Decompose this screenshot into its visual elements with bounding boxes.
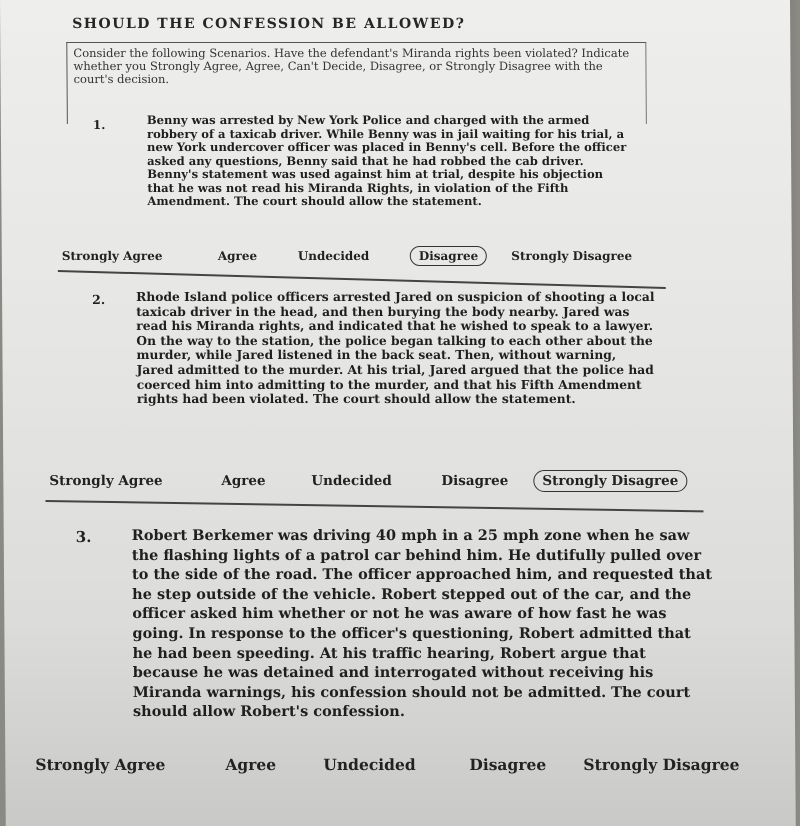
answer-row bbox=[49, 470, 687, 492]
option-disagree-circled[interactable]: Disagree bbox=[410, 246, 488, 266]
option-strongly-disagree[interactable]: Strongly Disagree bbox=[583, 755, 740, 774]
option-strongly-disagree-circled[interactable]: Strongly Disagree bbox=[533, 470, 687, 492]
option-strongly-agree[interactable]: Strongly Agree bbox=[61, 249, 163, 263]
scenario-number: 2. bbox=[92, 292, 106, 307]
scenario-number: 3. bbox=[75, 528, 92, 546]
answer-row bbox=[62, 246, 632, 266]
divider-line bbox=[45, 500, 703, 512]
option-disagree[interactable]: Disagree bbox=[469, 755, 547, 774]
option-strongly-agree[interactable]: Strongly Agree bbox=[49, 473, 163, 489]
option-strongly-disagree[interactable]: Strongly Disagree bbox=[511, 249, 633, 263]
option-disagree[interactable]: Disagree bbox=[441, 473, 509, 489]
option-strongly-agree[interactable]: Strongly Agree bbox=[35, 755, 166, 774]
scenario-text: Robert Berkemer was driving 40 mph in a 25 mph zone when he saw the flashing lights of a patrol car behind him. He dutifully pulled over to the side of the road. The officer approached him, and requested that he step outside of the vehicle. Robert stepped out of the car, and the officer asked him whether or not he was aware of how fast he was going. In response to the officer's questioning, Robert admitted that he had been speeding. At his traffic hearing, Robert argue that because he was detained and interrogated without receiving his Miranda warnings, his confession should not be admitted. The court should allow Robert's confession. bbox=[131, 527, 713, 721]
option-agree[interactable]: Agree bbox=[225, 755, 277, 774]
option-undecided[interactable]: Undecided bbox=[297, 249, 370, 263]
answer-row bbox=[35, 755, 739, 774]
instructions-box: Consider the following Scenarios. Have the defendant's Miranda rights been violated? Indicate whether you Strongly Agree, Agree, Can't Decide, Disagree, or Strongly Disagree with the court's decision. bbox=[66, 42, 647, 124]
option-undecided[interactable]: Undecided bbox=[323, 755, 416, 774]
scenario-number: 1. bbox=[92, 118, 106, 132]
option-undecided[interactable]: Undecided bbox=[311, 473, 392, 489]
option-agree[interactable]: Agree bbox=[221, 473, 266, 489]
scenario-text: Rhode Island police officers arrested Jared on suspicion of shooting a local taxicab driver in the head, and then burying the body nearby. Jared was read his Miranda rights, and indicated that he wished to speak to a lawyer. On the way to the station, the police began talking to each other about the murder, while Jared listened in the back seat. Then, without warning, Jared admitted to the murder. At his trial, Jared argued that the police had coerced him into admitting to the murder, and that his Fifth Amendment rights had been violated. The court should allow the statement. bbox=[136, 289, 655, 407]
worksheet-title: SHOULD THE CONFESSION BE ALLOWED? bbox=[72, 16, 466, 32]
scenario-text: Benny was arrested by New York Police and charged with the armed robbery of a taxicab driver. While Benny was in jail waiting for his trial, a new York undercover officer was placed in Benny's cell. Before the officer asked any questions, Benny said that he had robbed the cab driver. Benny's statement was used against him at trial, despite his objection that he was not read his Miranda Rights, in violation of the Fifth Amendment. The court should allow the statement. bbox=[146, 113, 627, 208]
divider-line bbox=[58, 270, 666, 289]
option-agree[interactable]: Agree bbox=[217, 249, 258, 263]
